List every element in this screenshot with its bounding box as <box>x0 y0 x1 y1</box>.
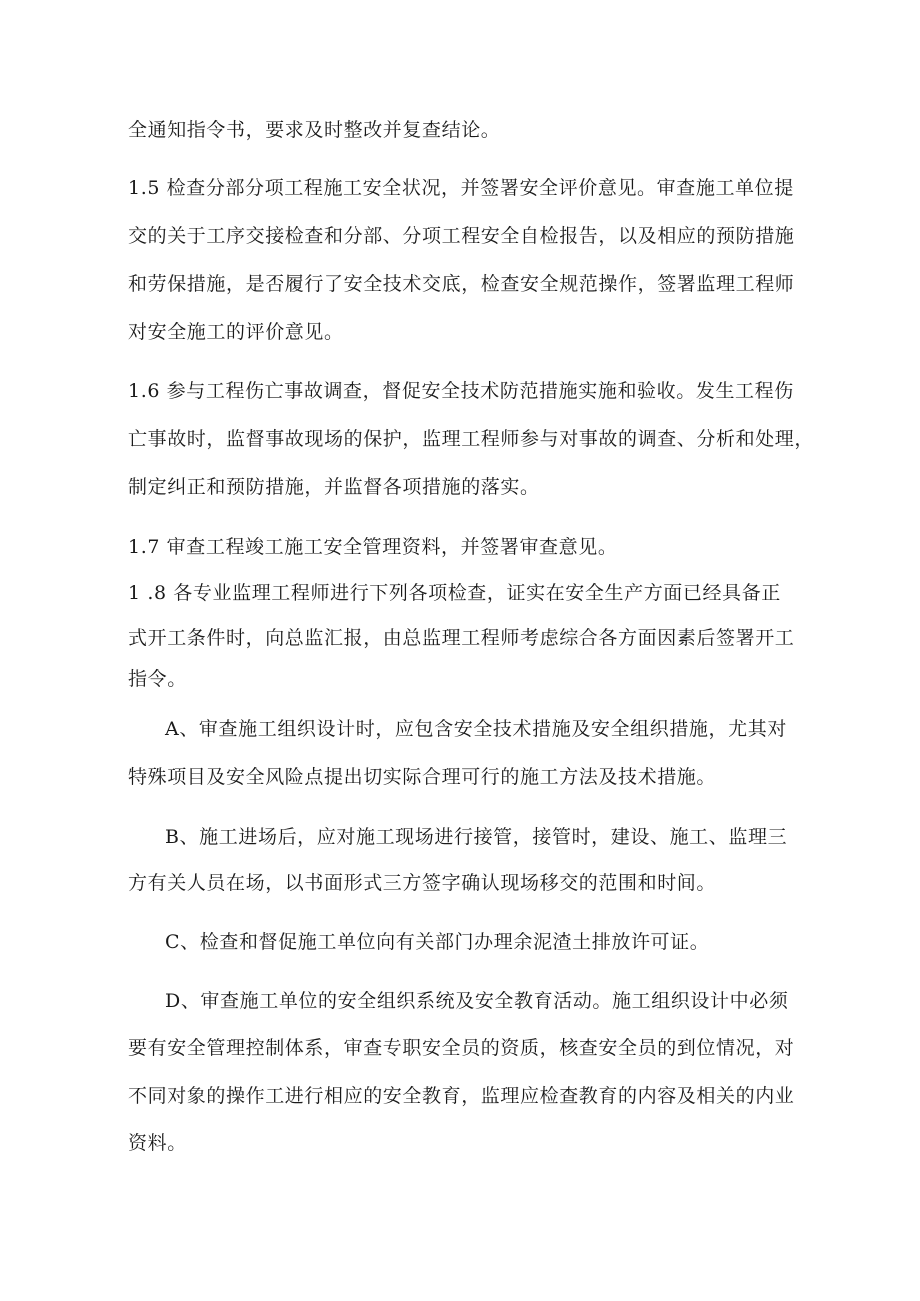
text-line: B、施工进场后，应对施工现场进行接管，接管时，建设、施工、监理三 <box>165 826 788 848</box>
text-line: 不同对象的操作工进行相应的安全教育，监理应检查教育的内容及相关的内业 <box>128 1085 795 1107</box>
text-line: 方有关人员在场，以书面形式三方签字确认现场移交的范围和时间。 <box>128 872 717 894</box>
text-line: 交的关于工序交接检查和分部、分项工程安全自检报告，以及相应的预防措施 <box>128 225 795 247</box>
text-line: 式开工条件时，向总监汇报，由总监理工程师考虑综合各方面因素后签署开工 <box>128 627 795 649</box>
text-line: 1.5 检查分部分项工程施工安全状况，并签署安全评价意见。审查施工单位提 <box>128 177 794 199</box>
text-line: 1.7 审查工程竣工施工安全管理资料，并签署审查意见。 <box>128 536 618 558</box>
text-line: 对安全施工的评价意见。 <box>128 321 344 343</box>
text-line: 1.6 参与工程伤亡事故调查，督促安全技术防范措施实施和验收。发生工程伤 <box>128 380 794 402</box>
text-line: 全通知指令书，要求及时整改并复查结论。 <box>128 119 501 141</box>
text-line: 制定纠正和预防措施，并监督各项措施的落实。 <box>128 476 540 498</box>
text-line: 特殊项目及安全风险点提出切实际合理可行的施工方法及技术措施。 <box>128 766 717 788</box>
text-line: A、审查施工组织设计时，应包含安全技术措施及安全组织措施，尤其对 <box>165 718 787 740</box>
text-line: 要有安全管理控制体系，审查专职安全员的资质，核查安全员的到位情况，对 <box>128 1037 795 1059</box>
text-line: 和劳保措施，是否履行了安全技术交底，检查安全规范操作，签署监理工程师 <box>128 273 795 295</box>
text-line: 亡事故时，监督事故现场的保护，监理工程师参与对事故的调查、分析和处理， <box>128 428 815 450</box>
text-line: D、审查施工单位的安全组织系统及安全教育活动。施工组织设计中必须 <box>165 990 789 1012</box>
text-line: 资料。 <box>128 1132 187 1154</box>
text-line: 1 .8 各专业监理工程师进行下列各项检查，证实在安全生产方面已经具备正 <box>128 582 781 604</box>
text-line: C、检查和督促施工单位向有关部门办理余泥渣土排放许可证。 <box>165 931 710 953</box>
text-line: 指令。 <box>128 668 187 690</box>
